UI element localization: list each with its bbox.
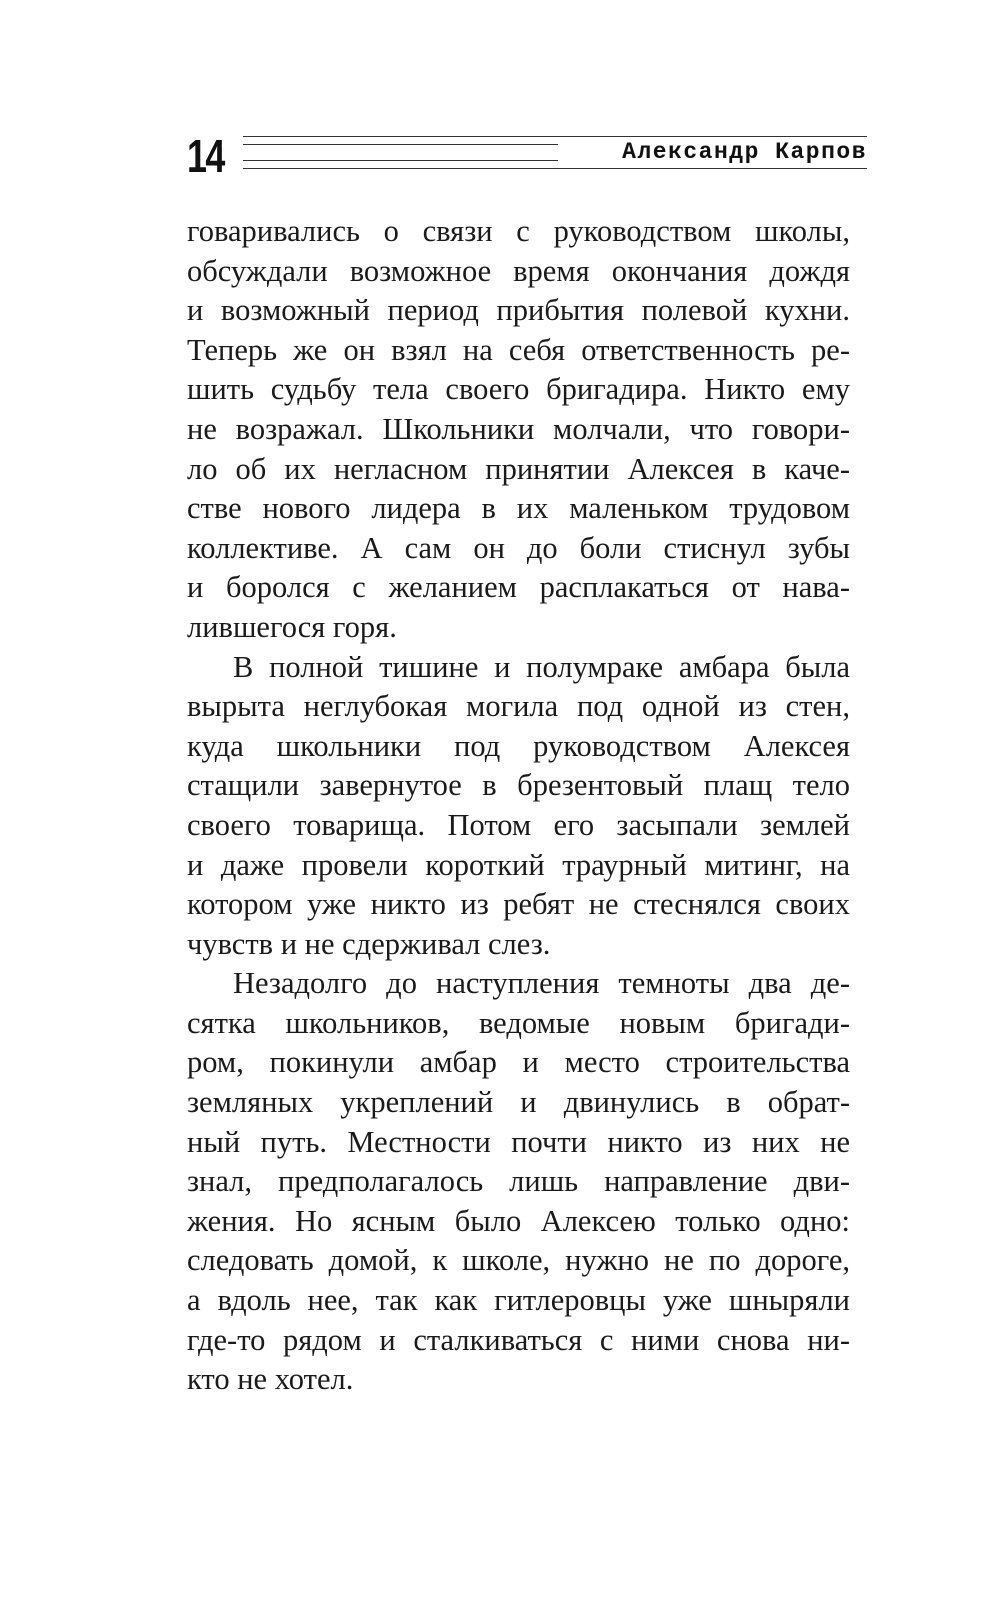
text-line: чувств и не сдерживал слез. [187, 926, 551, 961]
text-line: сятка школьников, ведомые новым бригади- [187, 1005, 850, 1040]
header-rules [243, 136, 867, 176]
paragraph [187, 648, 850, 965]
text-line: своего товарища. Потом его засыпали землей [187, 807, 850, 842]
header-rule [243, 168, 867, 169]
text-line: не возражал. Школьники молчали, что говори- [187, 411, 850, 446]
header-rule [243, 136, 867, 137]
text-line: обсуждали возможное время окончания дождя [187, 253, 850, 288]
text-line: следовать домой, к школе, нужно не по дороге, [187, 1243, 850, 1278]
text-line: шить судьбу тела своего бригадира. Никто ему [187, 372, 850, 407]
header-rule [243, 160, 558, 161]
text-line: котором уже никто из ребят не стеснялся своих [187, 887, 850, 922]
text-line: говаривались о связи с руководством школы, [187, 214, 850, 248]
text-line: и боролся с желанием расплакаться от нава- [187, 570, 850, 605]
paragraph [187, 964, 850, 1400]
text-line: жения. Но ясным было Алексею только одно: [187, 1203, 850, 1238]
header-rule [243, 144, 558, 145]
text-line: В полной тишине и полумраке амбара была [233, 649, 850, 684]
body-text [187, 212, 850, 1400]
paragraph [187, 212, 850, 648]
text-line: Незадолго до наступления темноты два де- [233, 966, 850, 1001]
text-line: земляных укреплений и двинулись в обрат- [187, 1085, 850, 1120]
text-line: Теперь же он взял на себя ответственность ре- [187, 332, 850, 367]
text-line: стве нового лидера в их маленьком трудовом [187, 491, 850, 526]
running-head [187, 128, 867, 188]
page-number: 14 [187, 130, 224, 182]
author-name: Александр Карпов [610, 138, 867, 166]
text-line: ло об их негласном принятии Алексея в каче- [187, 451, 850, 486]
text-line: и возможный период прибытия полевой кухни. [187, 293, 850, 328]
text-line: кто не хотел. [187, 1362, 354, 1397]
text-line: ный путь. Местности почти никто из них не [187, 1124, 850, 1159]
text-line: куда школьники под руководством Алексея [187, 728, 850, 763]
text-line: лившегося горя. [187, 609, 397, 644]
text-line: стащили завернутое в брезентовый плащ тело [187, 768, 850, 803]
text-line: ром, покинули амбар и место строительства [187, 1045, 850, 1080]
text-line: вырыта неглубокая могила под одной из стен, [187, 689, 850, 724]
text-line: а вдоль нее, так как гитлеровцы уже шныряли [187, 1283, 850, 1318]
text-line: где-то рядом и сталкиваться с ними снова ни- [187, 1322, 850, 1357]
text-line: коллективе. А сам он до боли стиснул зубы [187, 530, 850, 565]
text-line: знал, предполагалось лишь направление дви- [187, 1164, 850, 1199]
text-line: и даже провели короткий траурный митинг, на [187, 847, 850, 882]
